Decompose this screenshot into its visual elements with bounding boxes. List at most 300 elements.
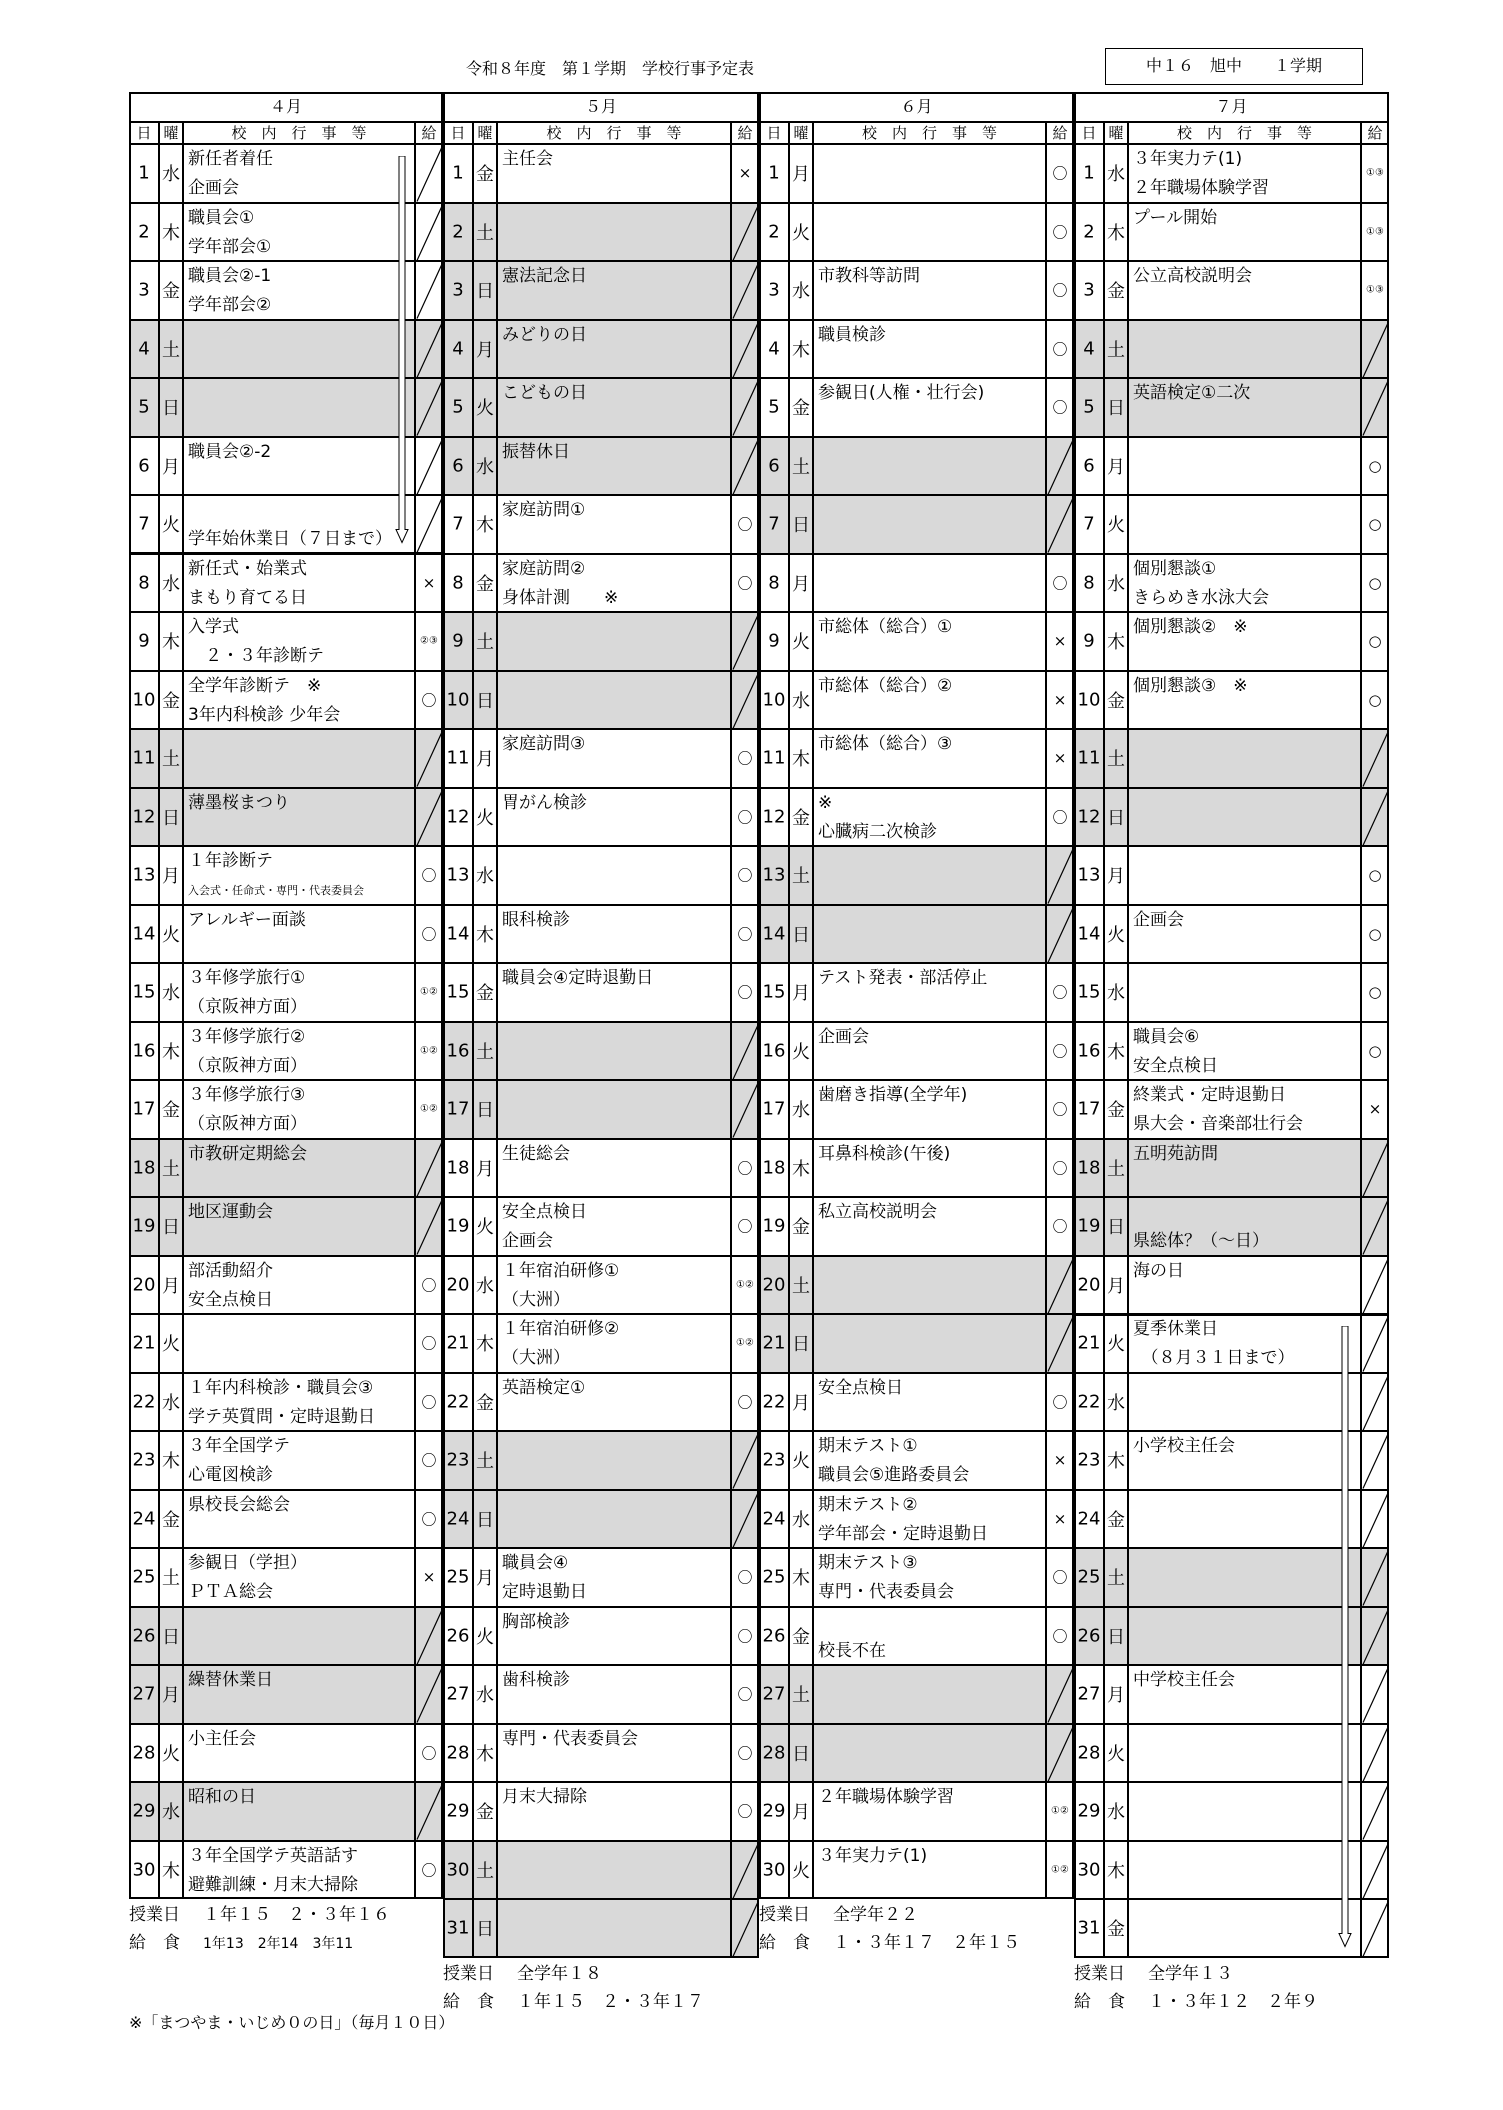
slash-line [417, 206, 442, 261]
meal-mark: 〇 [737, 925, 753, 944]
slash-line [1363, 1844, 1388, 1899]
weekday-label: 月 [1107, 456, 1125, 478]
day-cell [443, 1782, 473, 1841]
day-number: 13 [446, 864, 470, 886]
column-header-meal: 給 [415, 122, 443, 144]
day-cell [1074, 1841, 1104, 1900]
events-cell [497, 729, 731, 788]
table-row [443, 612, 759, 671]
day-cell [443, 1431, 473, 1490]
table-row [443, 846, 759, 905]
day-number: 24 [762, 1508, 786, 1530]
meal-cell [1361, 1197, 1389, 1256]
day-number: 28 [1077, 1742, 1101, 1764]
day-number: 22 [132, 1391, 156, 1413]
meal-mark: 〇 [1052, 223, 1068, 242]
table-row [129, 1139, 443, 1198]
period-separator [129, 552, 443, 555]
day-number: 21 [1077, 1332, 1101, 1354]
meal-cell [1361, 1256, 1389, 1315]
meal-mark: 〇 [737, 866, 753, 885]
day-number: 1 [768, 162, 780, 184]
weekday-label: 月 [162, 866, 180, 888]
day-number: 2 [1083, 221, 1095, 243]
no-meal-slash [1362, 1257, 1389, 1315]
day-number: 11 [762, 747, 786, 769]
meal-mark: ①② [736, 1337, 754, 1349]
meal-cell [731, 1080, 759, 1139]
weekday-cell [1104, 963, 1128, 1022]
meal-cell [731, 1431, 759, 1490]
weekday-cell [1104, 495, 1128, 554]
day-number: 27 [762, 1683, 786, 1705]
events-cell [1128, 612, 1361, 671]
meal-cell [1361, 1314, 1389, 1373]
day-cell [759, 788, 789, 847]
weekday-label: 金 [1107, 1509, 1125, 1531]
day-number: 19 [1077, 1215, 1101, 1237]
day-number: 15 [132, 981, 156, 1003]
event-text: ＰＴＡ総会 [188, 1582, 273, 1602]
events-cell [497, 1607, 731, 1666]
weekday-label: 水 [792, 690, 810, 712]
no-meal-slash [416, 730, 443, 788]
weekday-cell [159, 1548, 183, 1607]
weekday-cell [789, 1782, 813, 1841]
day-number: 3 [452, 279, 464, 301]
events-cell [1128, 320, 1361, 379]
day-number: 6 [138, 455, 150, 477]
day-number: 17 [446, 1098, 470, 1120]
event-text: 眼科検診 [502, 909, 570, 930]
meal-mark: ○ [1368, 632, 1382, 651]
meal-mark: ②③ [420, 635, 438, 647]
meal-cell [731, 1724, 759, 1783]
event-text: 職員会⑤進路委員会 [818, 1465, 970, 1485]
event-text: 学年始休業日（７日まで） [188, 529, 392, 549]
event-text: 海の日 [1133, 1260, 1184, 1281]
day-cell [1074, 144, 1104, 203]
meal-mark: 〇 [737, 574, 753, 593]
weekday-cell [789, 554, 813, 613]
weekday-label: 月 [1107, 1275, 1125, 1297]
slash-line [1363, 1668, 1388, 1723]
day-number: 2 [452, 221, 464, 243]
day-cell [759, 612, 789, 671]
table-row [1074, 554, 1389, 613]
weekday-label: 月 [792, 573, 810, 595]
event-text: 夏季休業日 [1133, 1319, 1218, 1339]
weekday-cell [473, 1841, 497, 1900]
slash-line [417, 1610, 442, 1665]
day-number: 18 [132, 1157, 156, 1179]
table-row [443, 1197, 759, 1256]
meal-cell [415, 846, 443, 905]
events-cell [813, 203, 1046, 262]
weekday-label: 金 [162, 1509, 180, 1531]
event-text: 入会式・任命式・専門・代表委員会 [188, 884, 364, 897]
event-text: （京阪神方面） [188, 1055, 307, 1076]
meal-cell [415, 1665, 443, 1724]
weekday-cell [789, 1256, 813, 1315]
meal-cell [415, 612, 443, 671]
event-text: 専門・代表委員会 [818, 1582, 954, 1602]
no-meal-slash [416, 1140, 443, 1198]
table-row [1074, 144, 1389, 203]
event-text: 専門・代表委員会 [502, 1728, 638, 1749]
meal-cell [731, 378, 759, 437]
day-number: 8 [452, 572, 464, 594]
table-row [443, 320, 759, 379]
meal-cell [1046, 495, 1074, 554]
weekday-cell [1104, 1490, 1128, 1549]
meal-mark: ○ [1368, 866, 1382, 885]
weekday-label: 木 [162, 1860, 180, 1882]
weekday-cell [789, 1607, 813, 1666]
day-cell [1074, 612, 1104, 671]
meal-cell [731, 612, 759, 671]
day-cell [129, 612, 159, 671]
event-text: 企画会 [818, 1026, 869, 1047]
footer-line [759, 1929, 1020, 1957]
day-cell [129, 1314, 159, 1373]
event-text: ※ [818, 792, 833, 813]
event-text: 企画会 [1133, 909, 1184, 930]
events-cell [183, 1782, 415, 1841]
period-arrow-icon [1338, 1326, 1352, 1948]
weekday-cell [473, 788, 497, 847]
event-text: 公立高校説明会 [1133, 266, 1252, 286]
meal-cell [1046, 1841, 1074, 1900]
meal-cell [415, 320, 443, 379]
event-text: 月末大掃除 [502, 1787, 587, 1807]
event-text: 身体計測 ※ [502, 587, 619, 608]
weekday-label: 木 [476, 1743, 494, 1765]
meal-mark: ①② [420, 1045, 438, 1057]
table-row [759, 320, 1074, 379]
meal-mark: 〇 [1052, 1100, 1068, 1119]
meal-cell [415, 1724, 443, 1783]
meal-cell [1046, 1314, 1074, 1373]
table-row [759, 612, 1074, 671]
table-row [1074, 261, 1389, 320]
events-cell [813, 554, 1046, 613]
day-number: 12 [132, 806, 156, 828]
day-number: 5 [1083, 396, 1095, 418]
meal-cell [1046, 671, 1074, 730]
day-cell [443, 1548, 473, 1607]
meal-cell [415, 495, 443, 554]
event-text: ３年修学旅行① [188, 968, 306, 988]
events-cell [813, 1607, 1046, 1666]
events-cell [813, 495, 1046, 554]
meal-mark: × [422, 573, 436, 592]
slash-line [1363, 1493, 1388, 1548]
day-cell [1074, 1490, 1104, 1549]
weekday-cell [1104, 378, 1128, 437]
day-cell [443, 1841, 473, 1900]
event-text: 憲法記念日 [502, 266, 587, 286]
weekday-cell [789, 1022, 813, 1081]
day-number: 18 [1077, 1157, 1101, 1179]
day-cell [759, 495, 789, 554]
weekday-label: 木 [1107, 1041, 1125, 1063]
table-row [443, 1665, 759, 1724]
event-text: 地区運動会 [188, 1202, 273, 1222]
events-cell [813, 1256, 1046, 1315]
table-row [129, 1490, 443, 1549]
event-text: 学テ英質問・定時退勤日 [188, 1406, 375, 1427]
day-number: 6 [768, 455, 780, 477]
meal-mark: 〇 [421, 1510, 437, 1529]
weekday-label: 火 [792, 1451, 810, 1473]
slash-line [1363, 1434, 1388, 1489]
table-row [129, 1782, 443, 1841]
meal-cell [415, 203, 443, 262]
slash-line [733, 1493, 758, 1548]
weekday-label: 日 [476, 1919, 494, 1941]
weekday-cell [159, 963, 183, 1022]
weekday-cell [473, 1197, 497, 1256]
meal-mark: 〇 [421, 1451, 437, 1470]
day-number: 12 [762, 806, 786, 828]
meal-mark: 〇 [1052, 574, 1068, 593]
day-number: 25 [446, 1566, 470, 1588]
weekday-label: 火 [162, 1334, 180, 1356]
meal-cell [1361, 1139, 1389, 1198]
meal-cell [1046, 846, 1074, 905]
meal-cell [731, 320, 759, 379]
day-cell [759, 261, 789, 320]
no-meal-slash [1362, 1374, 1389, 1432]
slash-line [1363, 1376, 1388, 1431]
footer-label: 授業日 [759, 1905, 810, 1925]
meal-cell [1361, 846, 1389, 905]
table-row [759, 788, 1074, 847]
footer-line [759, 1901, 1020, 1929]
weekday-cell [789, 144, 813, 203]
day-number: 9 [1083, 630, 1095, 652]
day-number: 31 [1077, 1917, 1101, 1939]
weekday-cell [473, 905, 497, 964]
events-cell [183, 1607, 415, 1666]
weekday-cell [159, 671, 183, 730]
day-cell [1074, 963, 1104, 1022]
no-meal-slash [1362, 321, 1389, 379]
meal-cell [1361, 1607, 1389, 1666]
weekday-cell [789, 1314, 813, 1373]
footer-line [1074, 1960, 1318, 1988]
weekday-label: 金 [1107, 1919, 1125, 1941]
events-cell [497, 905, 731, 964]
day-cell [443, 1607, 473, 1666]
slash-line [733, 1844, 758, 1899]
event-text: 英語検定① [502, 1377, 586, 1398]
day-number: 3 [138, 279, 150, 301]
day-cell [129, 1841, 159, 1900]
slash-line [1363, 1551, 1388, 1606]
meal-cell [1046, 1782, 1074, 1841]
slash-line [417, 264, 442, 319]
meal-mark: 〇 [1052, 808, 1068, 827]
meal-mark: 〇 [737, 1802, 753, 1821]
weekday-label: 月 [476, 749, 494, 771]
events-cell [813, 1724, 1046, 1783]
day-cell [759, 1373, 789, 1432]
meal-mark: ○ [1368, 983, 1382, 1002]
meal-mark: ①② [1051, 1864, 1069, 1876]
slash-line [417, 791, 442, 846]
meal-mark: 〇 [421, 1276, 437, 1295]
weekday-label: 金 [1107, 1100, 1125, 1122]
no-meal-slash [1362, 730, 1389, 788]
table-row [443, 1080, 759, 1139]
day-cell [1074, 495, 1104, 554]
table-row [1074, 1139, 1389, 1198]
month-header: ７月 [1074, 92, 1389, 122]
weekday-cell [1104, 437, 1128, 496]
events-cell [183, 729, 415, 788]
events-cell [813, 1080, 1046, 1139]
event-text: 期末テスト③ [818, 1553, 918, 1573]
day-cell [759, 144, 789, 203]
meal-cell [1046, 144, 1074, 203]
weekday-label: 日 [792, 1334, 810, 1356]
day-cell [129, 495, 159, 554]
event-text: 参観日(人権・壮行会) [818, 383, 985, 403]
slash-line [1048, 908, 1073, 963]
meal-cell [731, 1490, 759, 1549]
day-number: 27 [132, 1683, 156, 1705]
event-text: 家庭訪問③ [502, 734, 586, 754]
weekday-label: 土 [792, 866, 810, 888]
weekday-label: 金 [792, 1217, 810, 1239]
day-number: 18 [762, 1157, 786, 1179]
events-cell [1128, 1314, 1361, 1373]
day-cell [1074, 788, 1104, 847]
meal-cell [1046, 1724, 1074, 1783]
event-text: こどもの日 [502, 383, 587, 403]
table-row [129, 1080, 443, 1139]
event-text: （大洲） [502, 1289, 570, 1310]
day-number: 13 [1077, 864, 1101, 886]
weekday-label: 土 [1107, 749, 1125, 771]
day-number: 29 [1077, 1800, 1101, 1822]
events-cell [813, 1022, 1046, 1081]
weekday-cell [1104, 144, 1128, 203]
events-cell [813, 788, 1046, 847]
events-cell [813, 1197, 1046, 1256]
weekday-cell [1104, 905, 1128, 964]
meal-cell [731, 1841, 759, 1900]
event-text: 職員検診 [818, 324, 886, 345]
weekday-cell [1104, 1314, 1128, 1373]
event-text: 部活動紹介 [188, 1260, 273, 1281]
arrow-shape [396, 156, 408, 543]
no-meal-slash [1362, 1666, 1389, 1724]
day-number: 23 [1077, 1449, 1101, 1471]
meal-cell [415, 378, 443, 437]
weekday-label: 火 [476, 807, 494, 829]
event-text: 薄墨桜まつり [188, 792, 290, 813]
table-row [759, 437, 1074, 496]
weekday-cell [789, 963, 813, 1022]
table-row [759, 1080, 1074, 1139]
event-text: 職員会① [188, 207, 255, 228]
weekday-cell [159, 1080, 183, 1139]
table-row [443, 1782, 759, 1841]
weekday-cell [159, 846, 183, 905]
day-cell [1074, 261, 1104, 320]
footer-line [129, 1929, 390, 1958]
day-number: 24 [1077, 1508, 1101, 1530]
weekday-label: 土 [1107, 1158, 1125, 1180]
slash-line [733, 1902, 758, 1957]
event-text: ３年修学旅行② [188, 1026, 306, 1047]
events-cell [183, 846, 415, 905]
meal-cell [731, 846, 759, 905]
column-header-day: 日 [443, 122, 473, 144]
event-text: ２・３年診断テ [188, 646, 324, 666]
event-text: 新任式・始業式 [188, 558, 307, 579]
meal-mark: 〇 [421, 866, 437, 885]
weekday-cell [1104, 1080, 1128, 1139]
meal-cell [731, 1256, 759, 1315]
weekday-label: 日 [476, 690, 494, 712]
table-row [759, 1782, 1074, 1841]
meal-cell [1046, 1490, 1074, 1549]
day-number: 9 [452, 630, 464, 652]
day-number: 15 [446, 981, 470, 1003]
weekday-cell [159, 144, 183, 203]
events-cell [497, 1490, 731, 1549]
meal-mark: 〇 [1052, 983, 1068, 1002]
column-header-events: 校 内 行 事 等 [497, 122, 731, 144]
no-meal-slash [416, 145, 443, 203]
table-row [129, 1373, 443, 1432]
weekday-cell [789, 437, 813, 496]
slash-line [1048, 1668, 1073, 1723]
weekday-cell [159, 495, 183, 554]
table-row [443, 378, 759, 437]
day-cell [443, 1314, 473, 1373]
day-number: 15 [1077, 981, 1101, 1003]
events-cell [183, 1665, 415, 1724]
meal-mark: × [422, 1568, 436, 1587]
events-cell [1128, 846, 1361, 905]
event-text: 個別懇談① [1133, 558, 1217, 579]
events-cell [1128, 963, 1361, 1022]
events-cell [1128, 788, 1361, 847]
event-text: 振替休日 [502, 441, 570, 462]
events-cell [497, 437, 731, 496]
day-cell [129, 671, 159, 730]
day-number: 29 [762, 1800, 786, 1822]
weekday-cell [159, 1490, 183, 1549]
event-text: 職員会②-2 [188, 441, 272, 462]
table-row [443, 554, 759, 613]
weekday-cell [789, 788, 813, 847]
weekday-label: 木 [162, 1451, 180, 1473]
meal-mark: × [1053, 1451, 1067, 1470]
slash-line [1363, 1259, 1388, 1314]
weekday-cell [159, 203, 183, 262]
day-number: 7 [768, 513, 780, 535]
weekday-cell [1104, 1548, 1128, 1607]
month-footer [129, 1901, 390, 1958]
no-meal-slash [732, 262, 759, 320]
day-cell [1074, 1022, 1104, 1081]
